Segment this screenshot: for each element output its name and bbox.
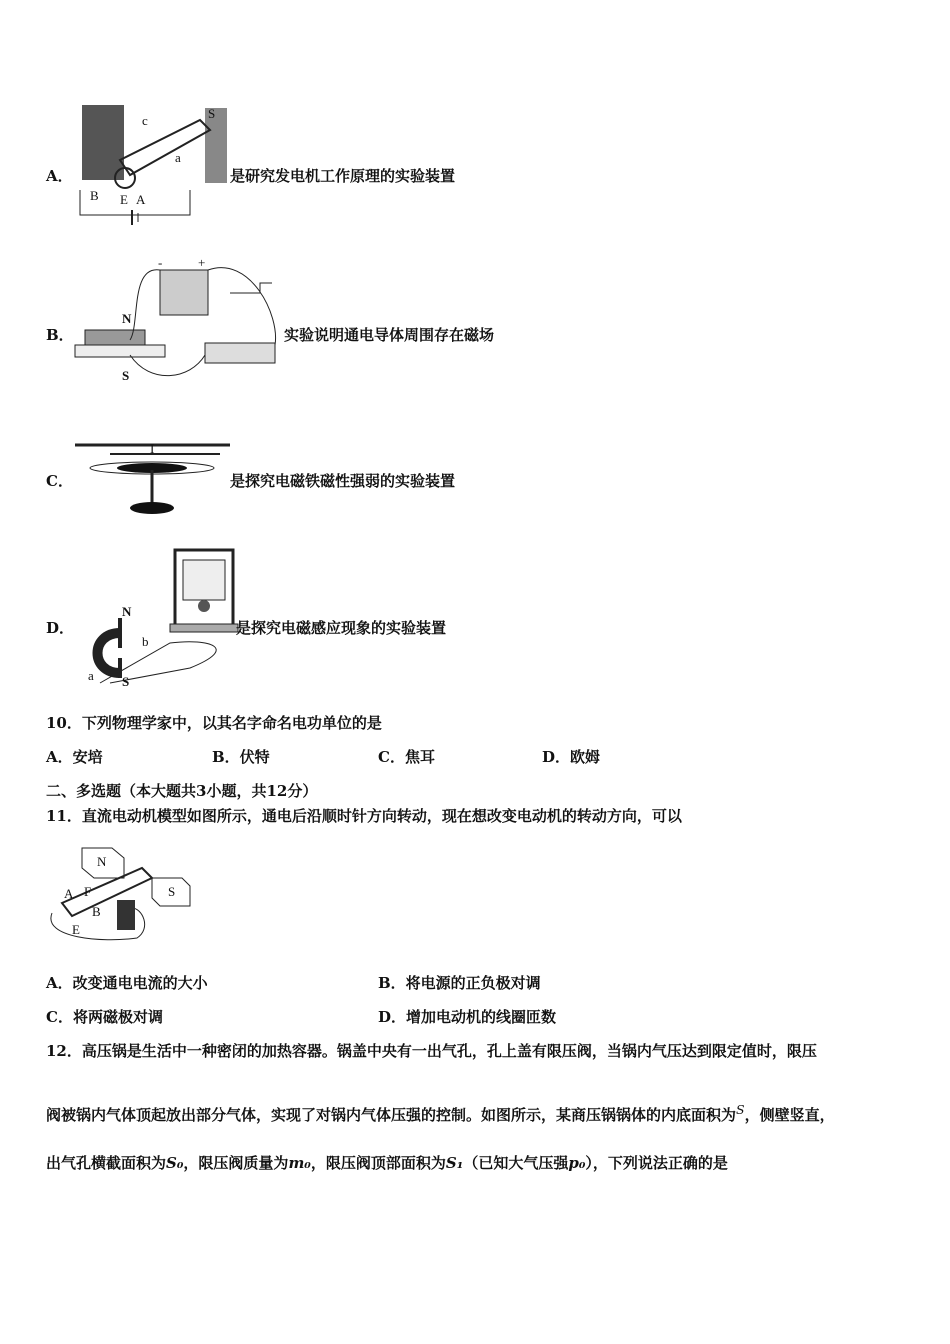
question-12-line-3 <box>46 1152 728 1173</box>
q10-option-a: A．安培 <box>46 748 103 766</box>
galvanometer-figure <box>80 548 240 688</box>
figure-label: N <box>122 311 132 326</box>
figure-label: A <box>136 192 146 207</box>
compass-wire-figure <box>70 440 235 520</box>
q12-line3-text-c: ，限压阀顶部面积为 <box>310 1154 446 1172</box>
option-c-text: 是探究电磁铁磁性强弱的实验装置 <box>230 472 456 490</box>
option-c-letter: C． <box>46 472 73 490</box>
option-d-text: 是探究电磁感应现象的实验装置 <box>236 619 447 637</box>
q12-line3-text-a: 出气孔横截面积为 <box>46 1154 167 1172</box>
figure-label: A <box>64 886 74 901</box>
figure-label: a <box>175 150 181 165</box>
figure-label: - <box>158 255 163 270</box>
q12-line3-text-d: （已知大气压强 <box>463 1154 569 1172</box>
figure-label: N <box>122 604 132 619</box>
option-a-text: 是研究发电机工作原理的实验装置 <box>230 167 456 185</box>
figure-label: I <box>150 441 155 456</box>
figure-label: E <box>72 922 80 937</box>
figure-label: B <box>90 188 99 203</box>
option-d-letter: D． <box>46 619 75 637</box>
figure-label: B <box>92 904 101 919</box>
question-11-stem: 11．直流电动机模型如图所示，通电后沿顺时针方向转动，现在想改变电动机的转动方向，可以 <box>46 807 682 825</box>
question-10-stem: 10．下列物理学家中，以其名字命名电功单位的是 <box>46 714 382 732</box>
motor-figure <box>42 838 197 948</box>
figure-label: b <box>142 634 149 649</box>
q11-option-d: D．增加电动机的线圈匝数 <box>378 1008 557 1026</box>
q12-line3-text-e: ），下列说法正确的是 <box>585 1154 728 1172</box>
q11-option-c: C．将两磁极对调 <box>46 1008 163 1026</box>
figure-label: E <box>120 192 128 207</box>
q11-option-b: B．将电源的正负极对调 <box>378 974 541 992</box>
figure-label: S <box>208 106 216 121</box>
q12-line2-text-b: ，侧壁竖直， <box>744 1106 835 1124</box>
q11-option-a: A．改变通电电流的大小 <box>46 974 208 992</box>
q10-option-d: D．欧姆 <box>542 748 601 766</box>
q12-line2-text-a: 阀被锅内气体顶起放出部分气体，实现了对锅内气体压强的控制。如图所示，某商压锅锅体的内底面积为 <box>46 1106 737 1124</box>
oersted-figure <box>70 255 285 385</box>
option-a-letter: A． <box>46 167 73 185</box>
q12-line3-text-b: ，限压阀质量为 <box>183 1154 289 1172</box>
figure-label: S <box>122 674 130 688</box>
m0-symbol: m₀ <box>288 1154 311 1172</box>
area-symbol: S <box>736 1102 745 1117</box>
section-heading: 二、多选题（本大题共3小题，共12分） <box>46 782 318 800</box>
p0-symbol: p₀ <box>568 1154 586 1172</box>
figure-label: c <box>142 113 148 128</box>
question-12-line-1: 12．高压锅是生活中一种密闭的加热容器。锅盖中央有一出气孔，孔上盖有限压阀，当锅内气压达到限定值时，限压 <box>46 1042 817 1060</box>
option-b-text: 实验说明通电导体周围存在磁场 <box>284 326 495 344</box>
s1-symbol: S₁ <box>445 1154 464 1172</box>
q10-option-c: C．焦耳 <box>378 748 435 766</box>
figure-label: S <box>122 368 130 383</box>
figure-label: F <box>84 884 92 899</box>
option-b-letter: B． <box>46 326 74 344</box>
figure-label: N <box>97 854 107 869</box>
q10-option-b: B．伏特 <box>212 748 270 766</box>
figure-label: a <box>88 668 94 683</box>
question-12-line-2 <box>46 1102 835 1125</box>
figure-label: S <box>168 884 176 899</box>
figure-label: + <box>198 255 206 270</box>
generator-figure <box>70 100 230 235</box>
s0-symbol: S₀ <box>166 1154 184 1172</box>
